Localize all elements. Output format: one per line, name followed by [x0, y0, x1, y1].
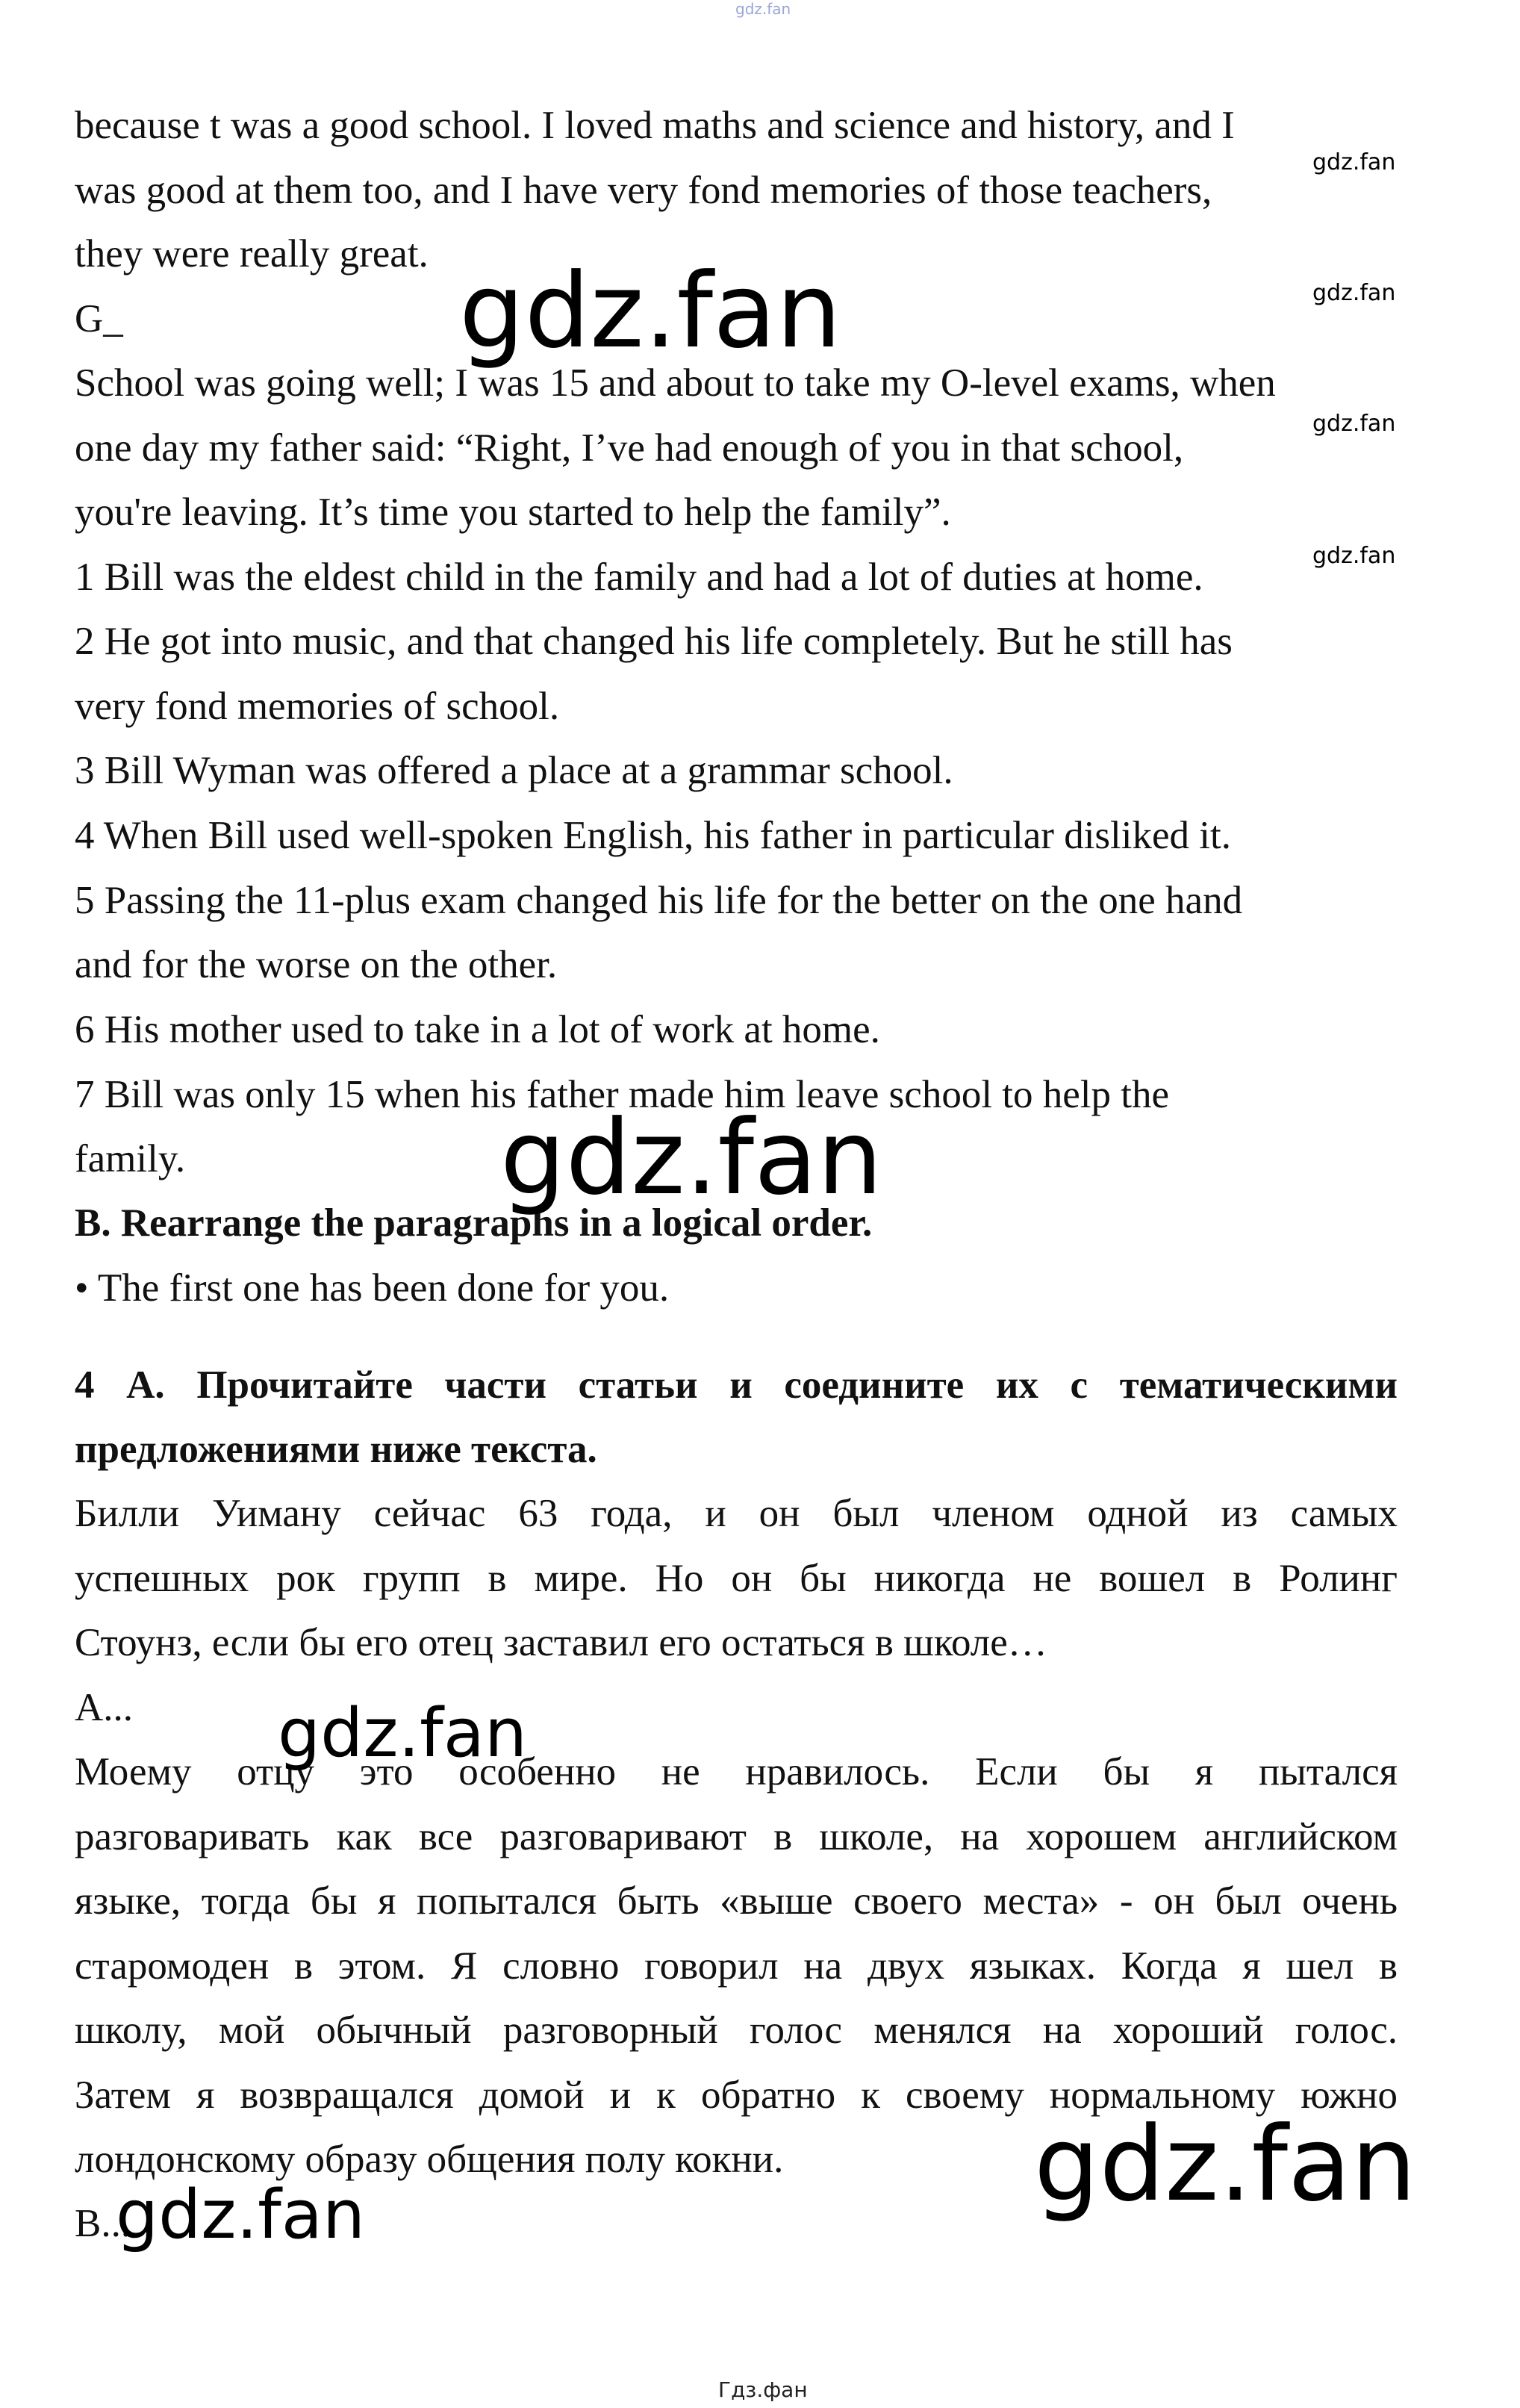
watermark: gdz.fan [1312, 543, 1396, 569]
text-line: one day my father said: “Right, I’ve had enough of you in that school, [75, 426, 1184, 470]
topic-sentence: 2 He got into music, and that changed his life completely. But he still has [75, 620, 1233, 663]
paragraph-label-g: G_ [75, 297, 123, 340]
text-line: School was going well; I was 15 and about to take my O-level exams, when [75, 361, 1276, 405]
watermark-bottom: Гдз.фан [718, 2377, 808, 2402]
topic-sentence: very fond memories of school. [75, 685, 560, 728]
watermark: gdz.fan [278, 1694, 527, 1773]
text-line: школу, мой обычный разговорный голос менялся на хороший голос. [75, 2009, 1398, 2052]
task-4a-heading: предложениями ниже текста. [75, 1428, 597, 1471]
text-line: старомоден в этом. Я словно говорил на двух языках. Когда я шел в [75, 1944, 1398, 1988]
watermark: gdz.fan [1312, 149, 1396, 175]
task-4a-heading: 4 А. Прочитайте части статьи и соедините их с тематическими [75, 1363, 1398, 1407]
task-b-bullet: • The first one has been done for you. [75, 1266, 670, 1310]
topic-sentence: and for the worse on the other. [75, 943, 558, 986]
text-line: языке, тогда бы я попытался быть «выше своего места» - он был очень [75, 1879, 1398, 1923]
task-b-heading: B. Rearrange the paragraphs in a logical order. [75, 1201, 873, 1245]
text-line: успешных рок групп в мире. Но он бы никогда не вошел в Ролинг [75, 1557, 1398, 1600]
topic-sentence: 6 His mother used to take in a lot of work at home. [75, 1008, 880, 1051]
watermark-top: gdz.fan [735, 0, 791, 18]
watermark: gdz.fan [116, 2176, 365, 2254]
watermark: gdz.fan [1312, 411, 1396, 437]
topic-sentence: family. [75, 1137, 186, 1180]
text-line: лондонскому образу общения полу кокни. [75, 2138, 784, 2181]
text-line: Моему отцу это особенно не нравилось. Если бы я пытался [75, 1750, 1398, 1793]
topic-sentence: 5 Passing the 11-plus exam changed his life for the better on the one hand [75, 879, 1243, 922]
text-line: they were really great. [75, 232, 429, 276]
topic-sentence: 3 Bill Wyman was offered a place at a grammar school. [75, 749, 953, 792]
topic-sentence: 7 Bill was only 15 when his father made him leave school to help the [75, 1073, 1170, 1116]
paragraph-label-b: B... [75, 2202, 131, 2245]
text-line: because t was a good school. I loved maths and science and history, and I [75, 104, 1235, 147]
text-line: you're leaving. It’s time you started to help the family”. [75, 491, 951, 534]
paragraph-label-a: A... [75, 1686, 134, 1729]
text-line: Билли Уиману сейчас 63 года, и он был членом одной из самых [75, 1492, 1398, 1535]
watermark: gdz.fan [1034, 2104, 1417, 2224]
text-line: Затем я возвращался домой и к обратно к своему нормальному южно [75, 2073, 1398, 2117]
text-line: разговаривать как все разговаривают в школе, на хорошем английском [75, 1815, 1398, 1858]
topic-sentence: 1 Bill was the eldest child in the family and had a lot of duties at home. [75, 556, 1203, 599]
text-line: was good at them too, and I have very fond memories of those teachers, [75, 169, 1212, 212]
watermark: gdz.fan [500, 1098, 883, 1218]
watermark: gdz.fan [1312, 280, 1396, 306]
watermark: gdz.fan [459, 251, 842, 371]
topic-sentence: 4 When Bill used well-spoken English, his father in particular disliked it. [75, 814, 1231, 857]
text-line: Стоунз, если бы его отец заставил его остаться в школе… [75, 1621, 1047, 1664]
